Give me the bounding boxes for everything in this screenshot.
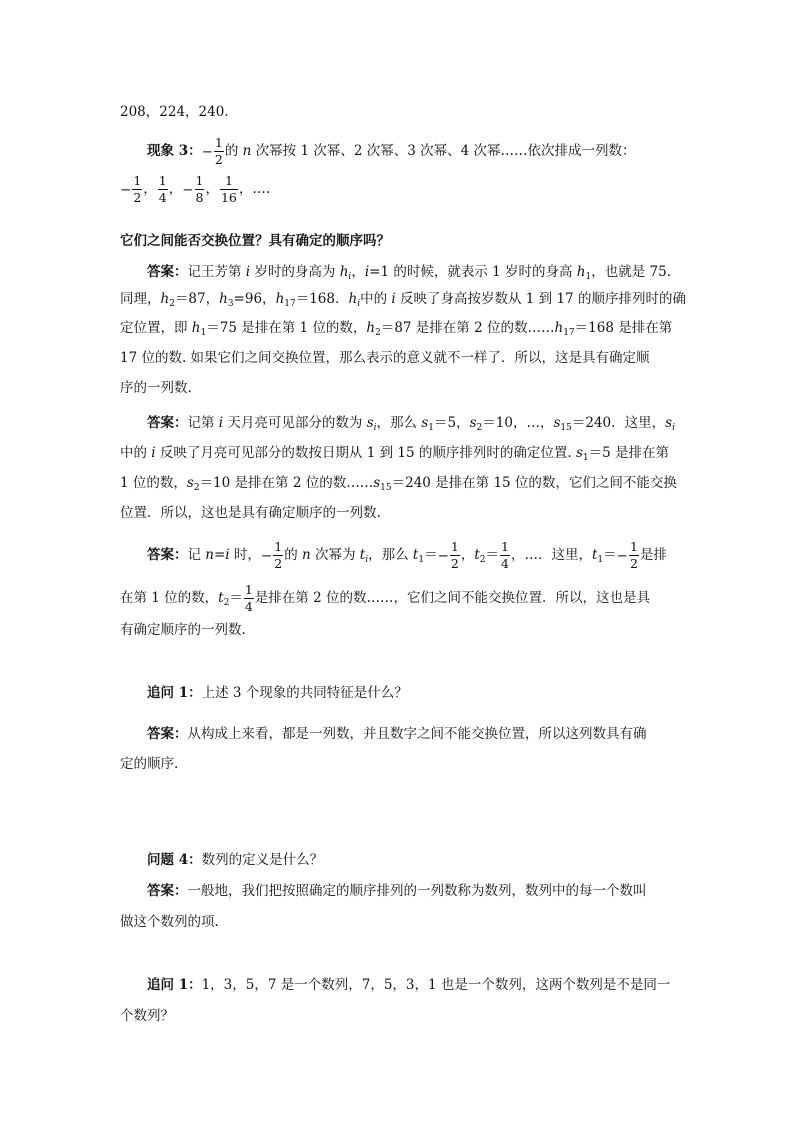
variable-s: s [421, 415, 429, 431]
fraction-denominator: 2 [214, 152, 223, 167]
fraction-one-quarter [244, 582, 254, 615]
fraction-denominator: 4 [501, 556, 509, 571]
fraction-denominator: 8 [195, 190, 204, 205]
text: 是排 [639, 547, 667, 563]
sequence-tail-line [120, 102, 229, 122]
sequence-term-2 [158, 173, 168, 206]
answer-1-line-1: 答案：记王芳第 i 岁时的身高为 $h_i$，i=1 的时候，就表示 1 岁时的身高 $h_1$，也就是 75. [147, 264, 671, 282]
answer-label: 答案： [147, 726, 188, 742]
variable-s: s [366, 415, 374, 431]
variable-h: h [339, 264, 349, 280]
text: 上述 3 个现象的共同特征是什么？ [201, 685, 408, 701]
text: ，那么 [376, 415, 422, 431]
answer-2-line-2: 中的 i 反映了月亮可见部分的数按日期从 1 到 15 的顺序排列时的确定位置. $s_1=5$ 是排在第 [120, 445, 669, 463]
minus-sign: − [260, 547, 273, 564]
ellipsis: …. [252, 181, 271, 197]
answer-label: 答案： [147, 415, 188, 431]
text: ＝87 是排在第 2 位的数…… [380, 320, 555, 336]
sequence-term-4 [220, 173, 238, 206]
separator: ， [205, 181, 219, 197]
text: ＝240．这里， [571, 415, 666, 431]
fraction-numerator: 1 [450, 539, 459, 554]
variable-i: i [245, 264, 251, 280]
text: 的 [284, 547, 302, 563]
text: ＝ [603, 547, 617, 563]
minus-sign: − [120, 181, 132, 198]
text: ＝ [485, 547, 500, 563]
text: ＝240 是排在第 15 位的数，它们之间不能交换 [391, 475, 677, 491]
variable-n: n [242, 143, 252, 159]
answer-1-line-2: 同理，$h_2=87$，$h_3=96$，$h_{17}=168$．$h_i$中的 i 反映了身高按岁数从 1 到 17 的顺序排列时的确 [120, 291, 686, 309]
fraction-one-quarter [500, 539, 510, 572]
subscript: i [672, 423, 675, 433]
answer-3-line-3: 有确定顺序的一列数. [120, 622, 246, 638]
variable-t: t [412, 547, 419, 563]
sequence-tail-text: 208，224，240. [120, 104, 229, 120]
fraction-one-half [450, 539, 460, 572]
fraction-numerator: 1 [133, 173, 142, 188]
text: 反映了月亮可见部分的数按日期从 1 到 15 的顺序排列时的确定位置. [155, 445, 576, 461]
text: 中的 [360, 291, 392, 307]
answer-5-line-1 [147, 881, 647, 901]
subscript: i [348, 272, 352, 282]
minus-sign: − [201, 143, 213, 160]
text: 的 [224, 143, 243, 159]
minus-sign: − [437, 547, 449, 564]
follow-up-question-2-line-2: 个数列？ [120, 1008, 174, 1024]
variable-h: h [554, 320, 564, 336]
text: 记王芳第 [187, 264, 246, 280]
variable-h: h [576, 264, 586, 280]
follow-up-question-2-line-1 [147, 975, 670, 995]
text: 1 位的数， [120, 475, 187, 491]
text: ＝168． [295, 291, 349, 307]
phenomenon-3-line [147, 135, 635, 168]
variable-h: h [160, 291, 170, 307]
separator: ， [143, 181, 157, 197]
answer-2-line-1: 答案：记第 i 天月亮可见部分的数为 $s_i$，那么 $s_1=5$，$s_2=10$，…，$s_{15}=240$．这里，$s_i$ [147, 415, 675, 433]
text: 同理， [120, 291, 161, 307]
text: ， [460, 547, 475, 563]
variable-s: s [469, 415, 477, 431]
text: 时， [229, 547, 261, 563]
fraction-denominator: 4 [244, 599, 253, 614]
sequence-term-3 [195, 173, 205, 206]
question-4 [147, 850, 323, 870]
variable-s: s [186, 475, 194, 491]
text: 天月亮可见部分的数为 [223, 415, 367, 431]
answer-label: 答案： [147, 883, 188, 899]
fraction-numerator: 1 [244, 582, 253, 597]
phenomenon-3-sequence [120, 173, 270, 206]
text: 中的 [120, 445, 152, 461]
text: =96， [233, 291, 276, 307]
variable-t: t [218, 590, 224, 606]
text: 记第 [187, 415, 219, 431]
text: 次幂为 [310, 547, 360, 563]
phenomenon-3-label: 现象 3： [147, 143, 202, 159]
variable-i: i [364, 264, 370, 280]
answer-1-line-5: 序的一列数. [120, 380, 192, 396]
answer-label: 答案： [147, 264, 188, 280]
fraction-numerator: 1 [274, 539, 283, 554]
fraction-one-half [629, 539, 639, 572]
variable-n-equals-i: n=i [205, 547, 230, 563]
variable-s: s [373, 475, 381, 491]
text: 是排在第 2 位的数……，它们之间不能交换位置．所以，这也是具 [254, 590, 650, 606]
variable-t: t [474, 547, 480, 563]
follow-up-label: 追问 1： [147, 685, 202, 701]
text: ， [351, 264, 365, 280]
variable-t: t [359, 547, 366, 563]
answer-1-line-4: 17 位的数. 如果它们之间交换位置，那么表示的意义就不一样了．所以，这是具有确定顺 [120, 350, 650, 366]
follow-up-label: 追问 1： [147, 977, 202, 993]
variable-s: s [575, 445, 583, 461]
variable-i: i [391, 291, 396, 307]
variable-i: i [218, 415, 224, 431]
text: 反映了身高按岁数从 1 到 17 的顺序排列时的确 [395, 291, 686, 307]
text: ＝87， [174, 291, 220, 307]
text: ，也就是 75. [591, 264, 671, 280]
fraction-numerator: 1 [214, 135, 223, 150]
sequence-term-1 [132, 173, 142, 206]
separator: ， [168, 181, 183, 197]
answer-1-line-3: 定位置，即 $h_1=75$ 是排在第 1 位的数，$h_2=87$ 是排在第 2 位的数$\dots\dots h_{17}=168$ 是排在第 [120, 320, 673, 338]
separator: ， [238, 181, 253, 197]
text: ＝10，…， [482, 415, 554, 431]
text: ＝ [229, 590, 243, 606]
variable-t: t [591, 547, 598, 563]
text: 记 [187, 547, 206, 563]
text: ＝75 是排在第 1 位的数， [206, 320, 367, 336]
fraction-denominator: 16 [220, 190, 237, 205]
text: 在第 1 位的数， [120, 590, 219, 606]
subscript: i [373, 423, 377, 433]
question-order: 它们之间能否交换位置？具有确定的顺序吗？ [120, 233, 390, 249]
text: ＝5， [434, 415, 470, 431]
fraction-denominator: 2 [133, 190, 142, 205]
fraction-numerator: 1 [501, 539, 509, 554]
subscript: i [357, 299, 361, 309]
answer-3-line-1: 答案：记 n=i 时，− $\frac{1}{2}$ 的 n 次幂为 $t_i$，那么 $t_1=-$ $\frac{1}{2}$ ，$t_2=$ $\frac{1}{4}$ ，…．这里，$t_1=-$ $\frac{1}{2}$ 是排 [147, 539, 667, 571]
text: 岁时的身高为 [250, 264, 340, 280]
variable-h: h [219, 291, 228, 307]
text: 数列的定义是什么？ [201, 852, 324, 868]
fraction-denominator: 2 [450, 556, 459, 571]
fraction-numerator: 1 [220, 173, 238, 190]
fraction-numerator: 1 [629, 539, 638, 554]
fraction-denominator: 2 [629, 556, 638, 571]
text: 一般地，我们把按照确定的顺序排列的一列数称为数列，数列中的每一个数叫 [187, 883, 647, 899]
text: 次幂按 1 次幂、2 次幂、3 次幂、4 次幂……依次排成一列数： [251, 143, 636, 159]
question-label: 问题 4： [147, 852, 202, 868]
variable-s: s [665, 415, 673, 431]
text: 从构成上来看，都是一列数，并且数字之间不能交换位置，所以这列数具有确 [187, 726, 647, 742]
variable-h: h [366, 320, 376, 336]
text: ，…．这里， [510, 547, 592, 563]
fraction-numerator: 1 [195, 173, 204, 188]
answer-label: 答案： [147, 547, 188, 563]
variable-i: i [151, 445, 156, 461]
text: 1，3，5，7 是一个数列，7，5，3，1 也是一个数列，这两个数列是不是同一 [201, 977, 671, 993]
text: ，那么 [368, 547, 413, 563]
subscript: i [365, 555, 369, 565]
variable-n: n [301, 547, 311, 563]
answer-2-line-3: 1 位的数，$s_2=10$ 是排在第 2 位的数$\dots\dots s_{15}=240$ 是排在第 15 位的数，它们之间不能交换 [120, 475, 677, 493]
answer-4-line-1 [147, 724, 647, 744]
answer-5-line-2: 做这个数列的项. [120, 914, 219, 930]
fraction-one-half [214, 135, 224, 168]
text: ＝168 是排在第 [574, 320, 673, 336]
answer-4-line-2: 定的顺序. [120, 756, 179, 772]
text: =1 的时候，就表示 1 岁时的身高 [369, 264, 577, 280]
follow-up-question-1 [147, 683, 408, 703]
minus-sign: − [182, 181, 194, 198]
text: ＝10 是排在第 2 位的数…… [199, 475, 374, 491]
variable-h: h [275, 291, 285, 307]
variable-h: h [191, 320, 201, 336]
variable-h: h [348, 291, 358, 307]
fraction-numerator: 1 [158, 173, 167, 188]
variable-s: s [553, 415, 561, 431]
fraction-denominator: 2 [274, 556, 283, 571]
fraction-one-half [273, 539, 283, 572]
text: ＝5 是排在第 [588, 445, 669, 461]
text: ＝ [424, 547, 438, 563]
minus-sign: − [616, 547, 628, 564]
fraction-denominator: 4 [158, 190, 167, 205]
text: 定位置，即 [120, 320, 192, 336]
answer-2-line-4: 位置．所以，这也是具有确定顺序的一列数. [120, 505, 381, 521]
answer-3-line-2: 在第 1 位的数，$t_2=$ $\frac{1}{4}$ 是排在第 2 位的数……，它们之间不能交换位置．所以，这也是具 [120, 582, 650, 614]
